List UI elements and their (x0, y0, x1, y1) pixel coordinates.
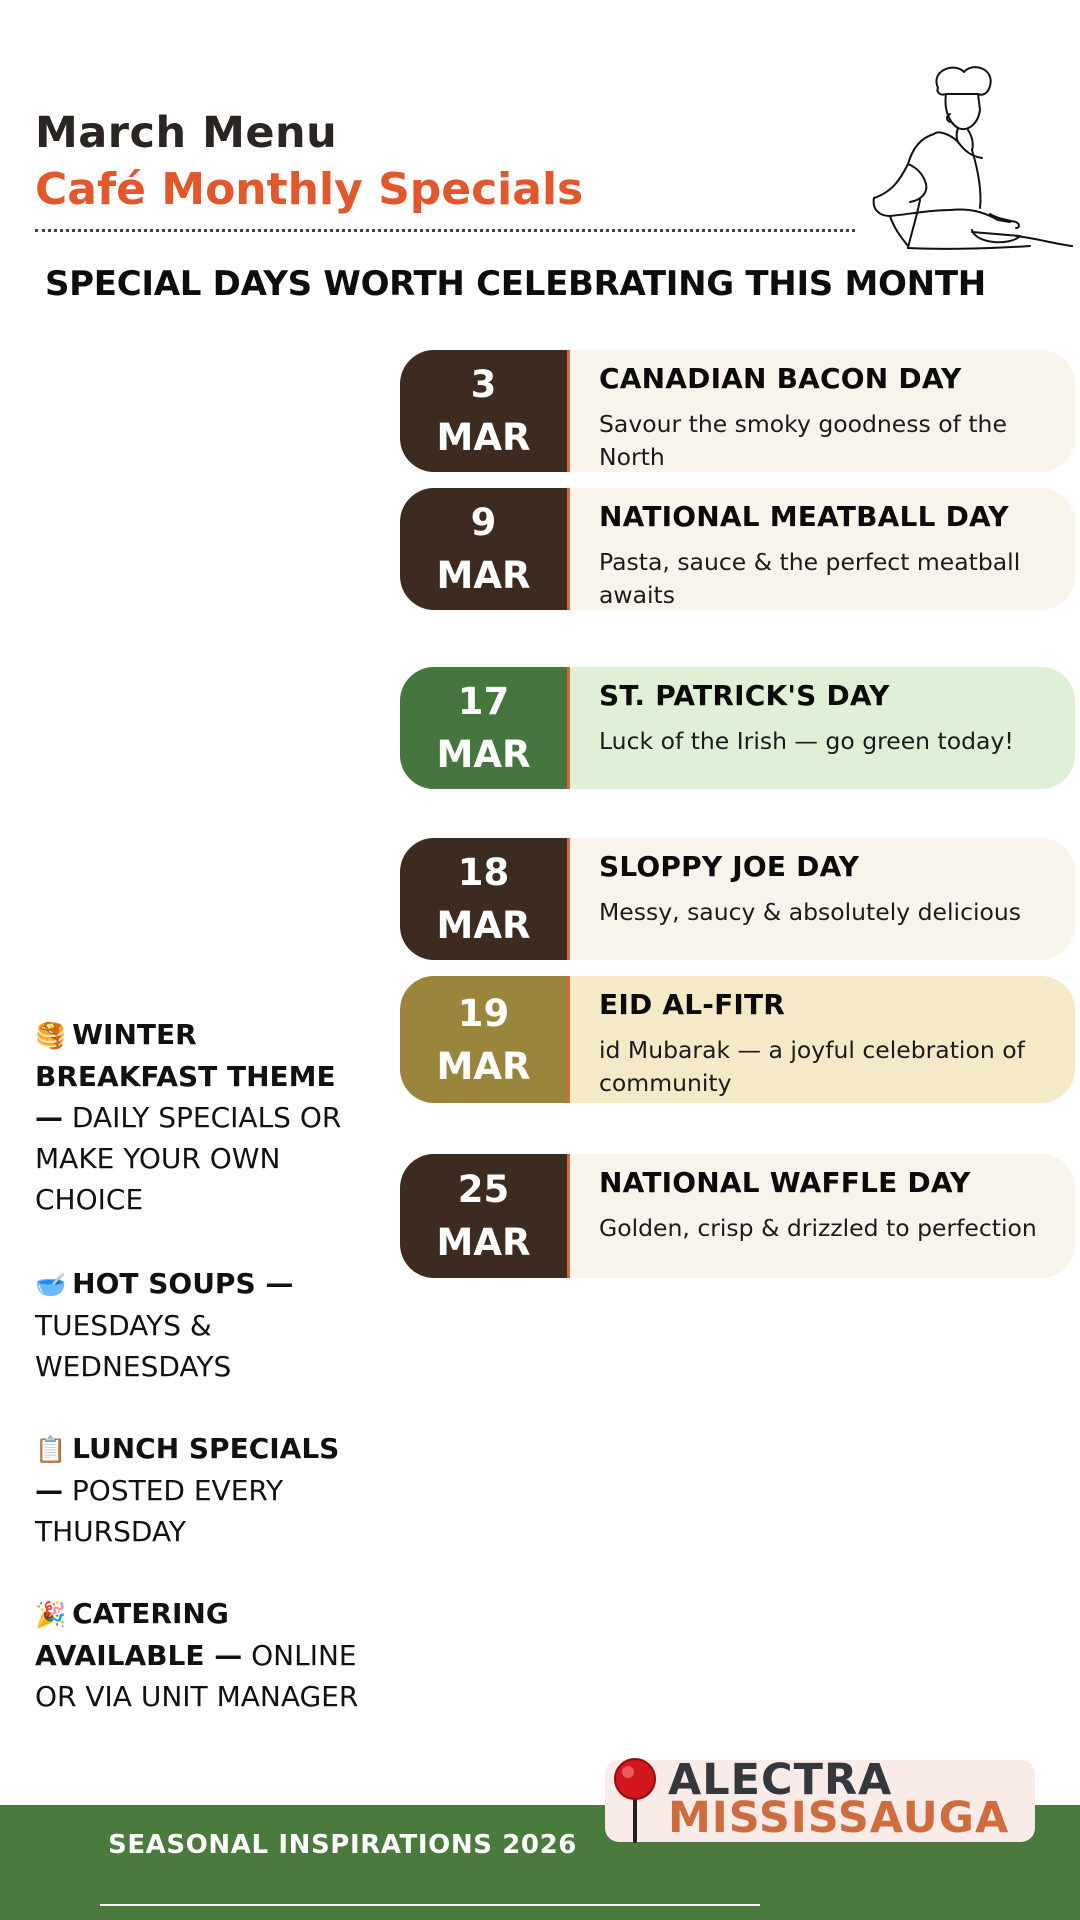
sidebar-note-heading: WINTER BREAKFAST THEME — (35, 1018, 336, 1134)
event-description: id Mubarak — a joyful celebration of community (599, 1036, 1025, 1097)
pancakes-icon: 🥞 (35, 1021, 67, 1050)
footer-underline (100, 1904, 760, 1906)
event-title: ST. PATRICK'S DAY (599, 679, 890, 712)
event-month: MAR (436, 416, 531, 459)
sidebar-note-catering (35, 1593, 365, 1717)
page-title: March Menu (35, 108, 338, 158)
event-day: 9 (470, 501, 497, 544)
sidebar-note-text: POSTED EVERY THURSDAY (35, 1474, 284, 1548)
dotted-divider (35, 229, 855, 232)
event-date-badge (400, 488, 570, 610)
page-subtitle: Café Monthly Specials (35, 164, 584, 215)
event-description: Golden, crisp & drizzled to perfection (599, 1214, 1037, 1242)
sidebar-note-heading: CATERING AVAILABLE — (35, 1597, 243, 1672)
section-heading: SPECIAL DAYS WORTH CELEBRATING THIS MONTH (45, 264, 986, 304)
event-date-badge (400, 667, 570, 789)
event-card-eid-al-fitr (400, 976, 1075, 1103)
event-card-st-patricks-day (400, 667, 1075, 789)
map-pin-icon (610, 1755, 660, 1845)
sidebar-note-breakfast (35, 1014, 365, 1220)
event-title: SLOPPY JOE DAY (599, 850, 860, 883)
logo-text-alectra: ALECTRA (668, 1755, 893, 1805)
event-date-badge (400, 838, 570, 960)
event-month: MAR (436, 1221, 531, 1264)
soup-bowl-icon: 🥣 (35, 1270, 67, 1299)
event-day: 18 (457, 851, 510, 894)
party-popper-icon: 🎉 (35, 1600, 67, 1629)
event-title: EID AL-FITR (599, 988, 786, 1021)
event-card-sloppy-joe-day (400, 838, 1075, 960)
event-card-national-waffle-day (400, 1154, 1075, 1278)
event-date-badge (400, 976, 570, 1103)
sidebar-note-lunch (35, 1428, 365, 1552)
event-day: 17 (457, 680, 510, 723)
footer-text: SEASONAL INSPIRATIONS 2026 (108, 1830, 577, 1860)
event-description: Savour the smoky goodness of the North (599, 410, 1007, 471)
sidebar-note-text: DAILY SPECIALS OR MAKE YOUR OWN CHOICE (35, 1101, 342, 1216)
event-description: Messy, saucy & absolutely delicious (599, 898, 1022, 926)
event-month: MAR (436, 904, 531, 947)
sidebar-note-soups (35, 1263, 365, 1387)
event-card-national-meatball-day (400, 488, 1075, 610)
sidebar-note-heading: HOT SOUPS — (72, 1267, 294, 1300)
event-description: Pasta, sauce & the perfect meatball awaits (599, 548, 1021, 609)
event-date-badge (400, 350, 570, 472)
event-title: NATIONAL MEATBALL DAY (599, 500, 1009, 533)
event-title: NATIONAL WAFFLE DAY (599, 1166, 971, 1199)
event-day: 19 (457, 991, 510, 1035)
event-month: MAR (436, 733, 531, 776)
event-day: 3 (470, 363, 497, 406)
event-month: MAR (436, 554, 531, 597)
event-title: CANADIAN BACON DAY (599, 362, 962, 395)
logo-text-mississauga: MISSISSAUGA (668, 1793, 1010, 1843)
sidebar-note-heading: LUNCH SPECIALS — (35, 1432, 340, 1507)
clipboard-icon: 📋 (35, 1435, 67, 1464)
chef-illustration-icon (860, 60, 1075, 255)
event-description: Luck of the Irish — go green today! (599, 727, 1014, 755)
sidebar-note-text: TUESDAYS & WEDNESDAYS (35, 1309, 232, 1383)
event-card-canadian-bacon-day (400, 350, 1075, 472)
sidebar-note-text: ONLINE OR VIA UNIT MANAGER (35, 1639, 359, 1713)
event-day: 25 (457, 1168, 510, 1211)
event-date-badge (400, 1154, 570, 1278)
event-month: MAR (436, 1044, 531, 1088)
